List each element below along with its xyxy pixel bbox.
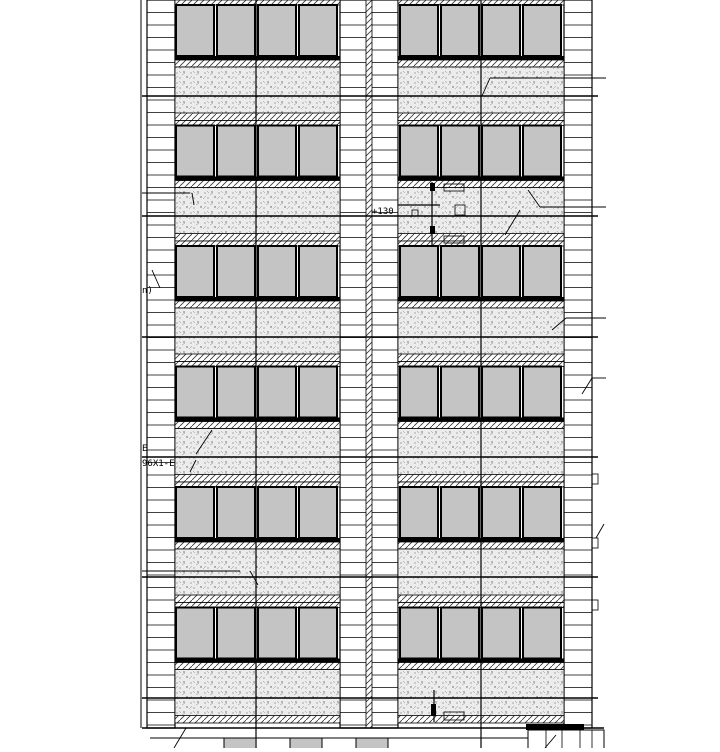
window-pane — [258, 5, 296, 56]
bay-left-spandrel — [175, 188, 340, 236]
left-column-outline — [147, 0, 175, 728]
base-opening — [356, 738, 388, 748]
base-plinth — [528, 730, 604, 748]
window-pane — [400, 5, 438, 56]
center-brick-column — [340, 0, 398, 728]
note-label-e: E — [142, 444, 148, 454]
window-pane — [441, 487, 479, 538]
window-pane — [299, 487, 337, 538]
window-pane — [258, 126, 296, 177]
bay-left-sill-hatch — [175, 663, 340, 670]
base-opening — [224, 738, 256, 748]
right-brick-column — [564, 0, 592, 728]
bay-left-head-hatch — [175, 475, 340, 483]
detail-marker — [430, 183, 435, 191]
bay-left-head-hatch — [175, 234, 340, 242]
bay-left-sill-hatch — [175, 422, 340, 429]
window-pane — [523, 608, 561, 659]
bay-left-spandrel — [175, 67, 340, 115]
bay-left-sill-hatch — [175, 542, 340, 549]
left-brick-column — [147, 0, 175, 728]
window-pane — [217, 126, 255, 177]
bay-left-sill-hatch — [175, 301, 340, 308]
window-pane — [441, 367, 479, 418]
detail-marker — [431, 704, 436, 716]
window-pane — [299, 126, 337, 177]
window-pane — [523, 487, 561, 538]
window-pane — [176, 246, 214, 297]
window-pane — [523, 126, 561, 177]
bay-left-spandrel — [175, 549, 340, 597]
window-pane — [523, 246, 561, 297]
bay-left-spandrel — [175, 670, 340, 718]
window-pane — [482, 126, 520, 177]
edge-bracket — [592, 538, 598, 548]
dim-label-130: +130 — [372, 207, 394, 217]
bay-left-sill — [175, 538, 340, 542]
window-pane — [441, 608, 479, 659]
window-pane — [482, 246, 520, 297]
leader-diagonal — [596, 524, 604, 538]
edge-bracket — [592, 600, 598, 610]
window-pane — [258, 367, 296, 418]
base-opening — [290, 738, 322, 748]
window-pane — [258, 246, 296, 297]
window-pane — [176, 5, 214, 56]
window-pane — [400, 126, 438, 177]
bay-left-spandrel — [175, 308, 340, 356]
note-label-96x1: 96X1-E — [142, 459, 175, 469]
window-pane — [258, 487, 296, 538]
bay-left-sill-hatch — [175, 60, 340, 67]
window-pane — [523, 5, 561, 56]
note-label-n: n) — [142, 286, 153, 296]
window-pane — [482, 608, 520, 659]
window-pane — [400, 608, 438, 659]
window-pane — [258, 608, 296, 659]
bay-left-head-hatch — [175, 354, 340, 362]
window-pane — [482, 5, 520, 56]
window-pane — [217, 608, 255, 659]
window-pane — [482, 487, 520, 538]
window-pane — [176, 126, 214, 177]
bay-left-sill-hatch — [175, 181, 340, 188]
bay-left-sill — [175, 177, 340, 181]
window-pane — [217, 487, 255, 538]
right-column-outline — [564, 0, 592, 728]
window-pane — [400, 246, 438, 297]
window-pane — [441, 126, 479, 177]
bay-left-sill — [175, 297, 340, 301]
bay-left-head-hatch — [175, 595, 340, 603]
window-pane — [217, 5, 255, 56]
bay-left-head-hatch — [175, 716, 340, 724]
window-pane — [441, 5, 479, 56]
window-pane — [523, 367, 561, 418]
bay-left-spandrel — [175, 429, 340, 477]
window-pane — [482, 367, 520, 418]
window-pane — [299, 367, 337, 418]
window-pane — [217, 246, 255, 297]
ground-base — [142, 724, 604, 748]
window-pane — [400, 487, 438, 538]
window-pane — [299, 5, 337, 56]
leader-diagonal — [545, 735, 556, 748]
window-pane — [299, 246, 337, 297]
bay-left-sill — [175, 418, 340, 422]
window-pane — [441, 246, 479, 297]
window-pane — [400, 367, 438, 418]
bay-left-head-hatch — [175, 113, 340, 121]
center-column-joint — [366, 0, 372, 728]
bay-left-sill — [175, 56, 340, 60]
bay-left-sill — [175, 659, 340, 663]
edge-bracket — [592, 474, 598, 484]
window-pane — [217, 367, 255, 418]
window-pane — [176, 487, 214, 538]
window-pane — [176, 608, 214, 659]
window-pane — [176, 367, 214, 418]
detail-marker — [430, 226, 435, 234]
base-cap — [526, 724, 584, 730]
window-pane — [299, 608, 337, 659]
